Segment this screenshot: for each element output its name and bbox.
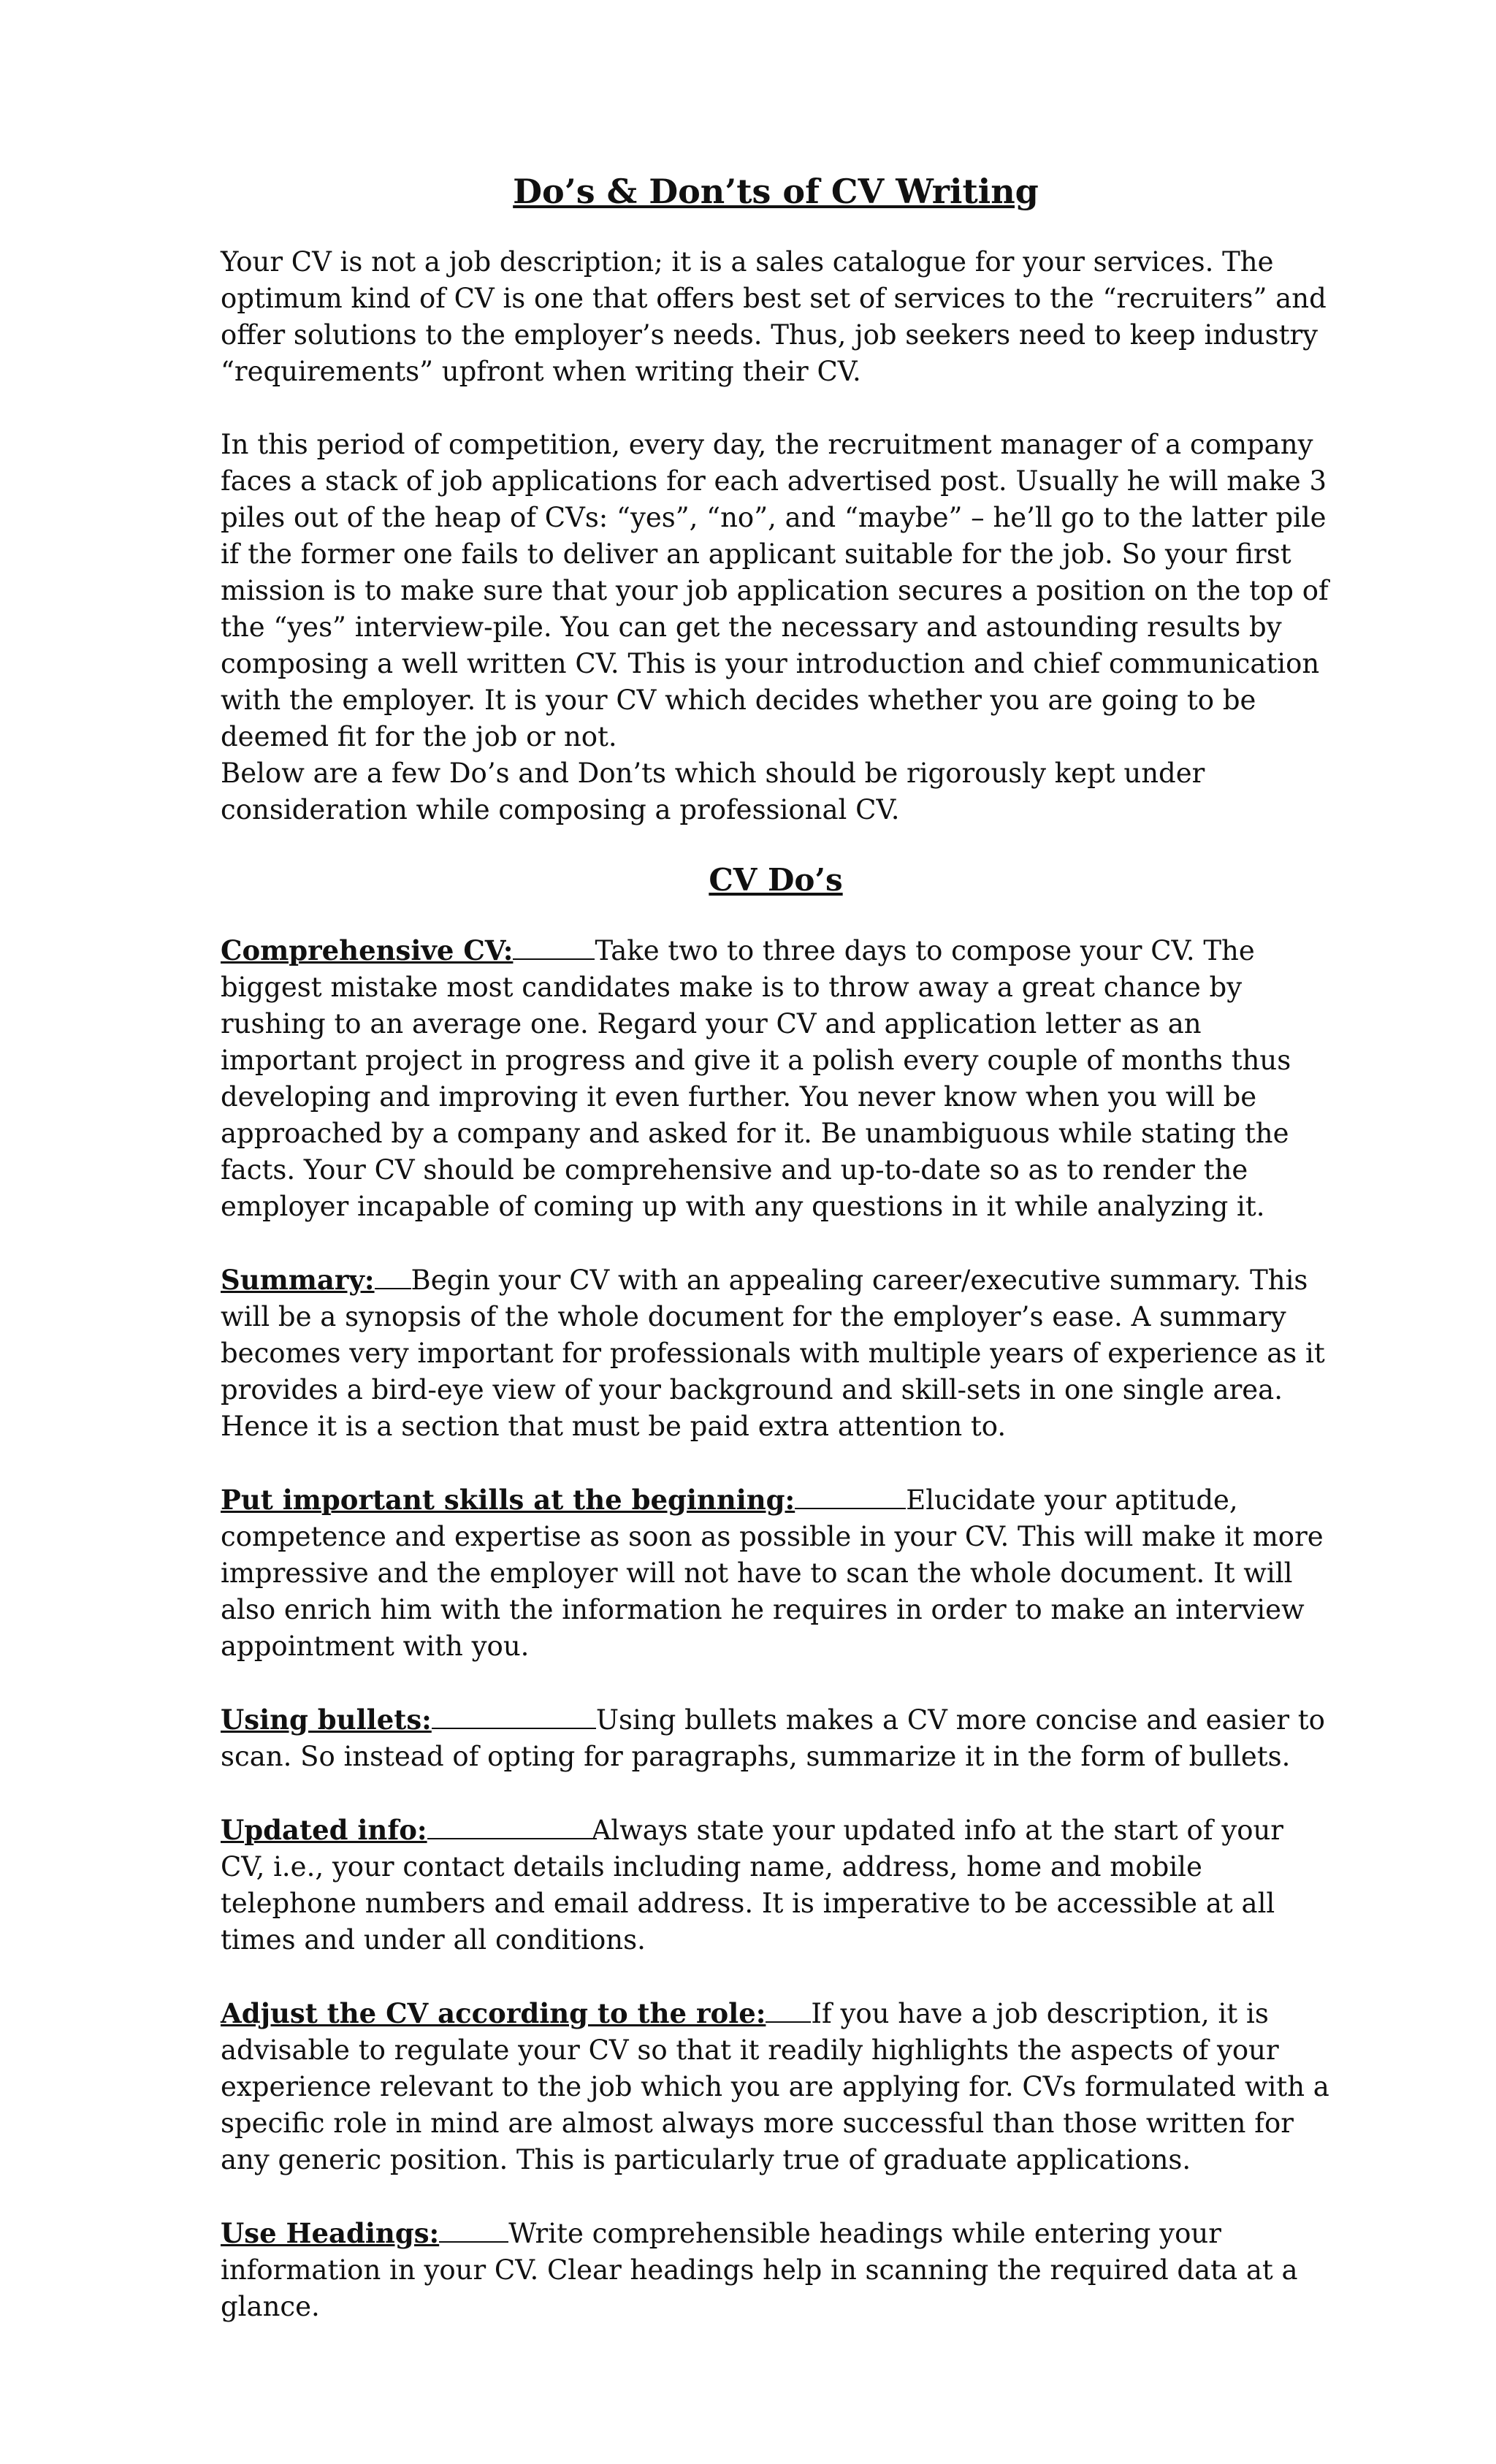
item-label: Summary:: [221, 1264, 375, 1296]
item-text: Write comprehensible headings while entering your information in your CV. Clear headings help in scanning the required data at a glance.: [221, 2218, 1298, 2322]
item-updated-info: [221, 1812, 1331, 1958]
intro-paragraph-3: Below are a few Do’s and Don’ts which should be rigorously kept under consideration while composing a professional CV.: [221, 758, 1205, 825]
intro-paragraph-1: Your CV is not a job description; it is a sales catalogue for your services. The optimum kind of CV is one that offers best set of services to the “recruiters” and offer solutions to the employer’s needs. Thus, job seekers need to keep industry “requirements” upfront when writing their CV.: [221, 246, 1327, 387]
item-text: Elucidate your aptitude, competence and expertise as soon as possible in your CV. This will make it more impressive and the employer will not have to scan the whole document. It will also enrich him with the information he requires in order to make an interview appointment with you.: [221, 1484, 1324, 1662]
section-title-cv-dos: CV Do’s: [709, 862, 843, 898]
underline-fill: [432, 1701, 596, 1729]
item-text: Take two to three days to compose your CV. The biggest mistake most candidates make is to throw away a great chance by rushing to an average one. Regard your CV and application letter as an important project in progress and give it a polish every couple of months thus developing and improving it even further. You never know when you will be approached by a company and asked for it. Be unambiguous while stating the facts. Your CV should be comprehensive and up-to-date so as to render the employer incapable of coming up with any questions in it while analyzing it.: [221, 935, 1291, 1222]
item-comprehensive-cv: [221, 932, 1331, 1225]
underline-fill: [375, 1262, 411, 1289]
item-summary: [221, 1262, 1331, 1445]
item-important-skills: [221, 1481, 1331, 1665]
item-text: Begin your CV with an appealing career/executive summary. This will be a synopsis of the whole document for the employer’s ease. A summary becomes very important for professionals with multiple years of experience as it provides a bird-eye view of your background and skill-sets in one single area. Hence it is a section that must be paid extra attention to.: [221, 1265, 1325, 1442]
item-text: If you have a job description, it is advisable to regulate your CV so that it readily highlights the aspects of your experience relevant to the job which you are applying for. CVs formulated with a specific role in mind are almost always more successful than those written for any generic position. This is particularly true of graduate applications.: [221, 1998, 1329, 2175]
item-label: Adjust the CV according to the role:: [221, 1997, 766, 2029]
item-use-headings: [221, 2215, 1331, 2325]
underline-fill: [513, 932, 595, 960]
item-adjust-cv: [221, 1995, 1331, 2178]
item-label: Put important skills at the beginning:: [221, 1484, 795, 1516]
item-text: Always state your updated info at the start of your CV, i.e., your contact details including name, address, home and mobile telephone numbers and email address. It is imperative to be accessible at all times and under all conditions.: [221, 1815, 1283, 1956]
underline-fill: [766, 1995, 811, 2023]
item-label: Using bullets:: [221, 1704, 432, 1736]
underline-fill: [795, 1481, 906, 1509]
document-title: Do’s & Don’ts of CV Writing: [513, 172, 1039, 211]
intro-paragraph-2: In this period of competition, every day, the recruitment manager of a company faces a stack of job applications for each advertised post. Usually he will make 3 piles out of the heap of CVs: “yes”, “no”, and “maybe” – he’ll go to the latter pile if the former one fails to deliver an applicant suitable for the job. So your first mission is to make sure that your job application secures a position on the top of the “yes” interview-pile. You can get the necessary and astounding results by composing a well written CV. This is your introduction and chief communication with the employer. It is your CV which decides whether you are going to be deemed fit for the job or not.: [221, 429, 1329, 752]
item-text: Using bullets makes a CV more concise and easier to scan. So instead of opting for paragraphs, summarize it in the form of bullets.: [221, 1704, 1325, 1772]
item-label: Updated info:: [221, 1814, 427, 1846]
item-label: Use Headings:: [221, 2217, 440, 2249]
paragraph-gap: [221, 390, 1331, 427]
document-page: [221, 169, 1331, 2362]
item-using-bullets: [221, 1701, 1331, 1775]
underline-fill: [439, 2215, 508, 2243]
underline-fill: [427, 1812, 592, 1839]
item-label: Comprehensive CV:: [221, 934, 514, 966]
